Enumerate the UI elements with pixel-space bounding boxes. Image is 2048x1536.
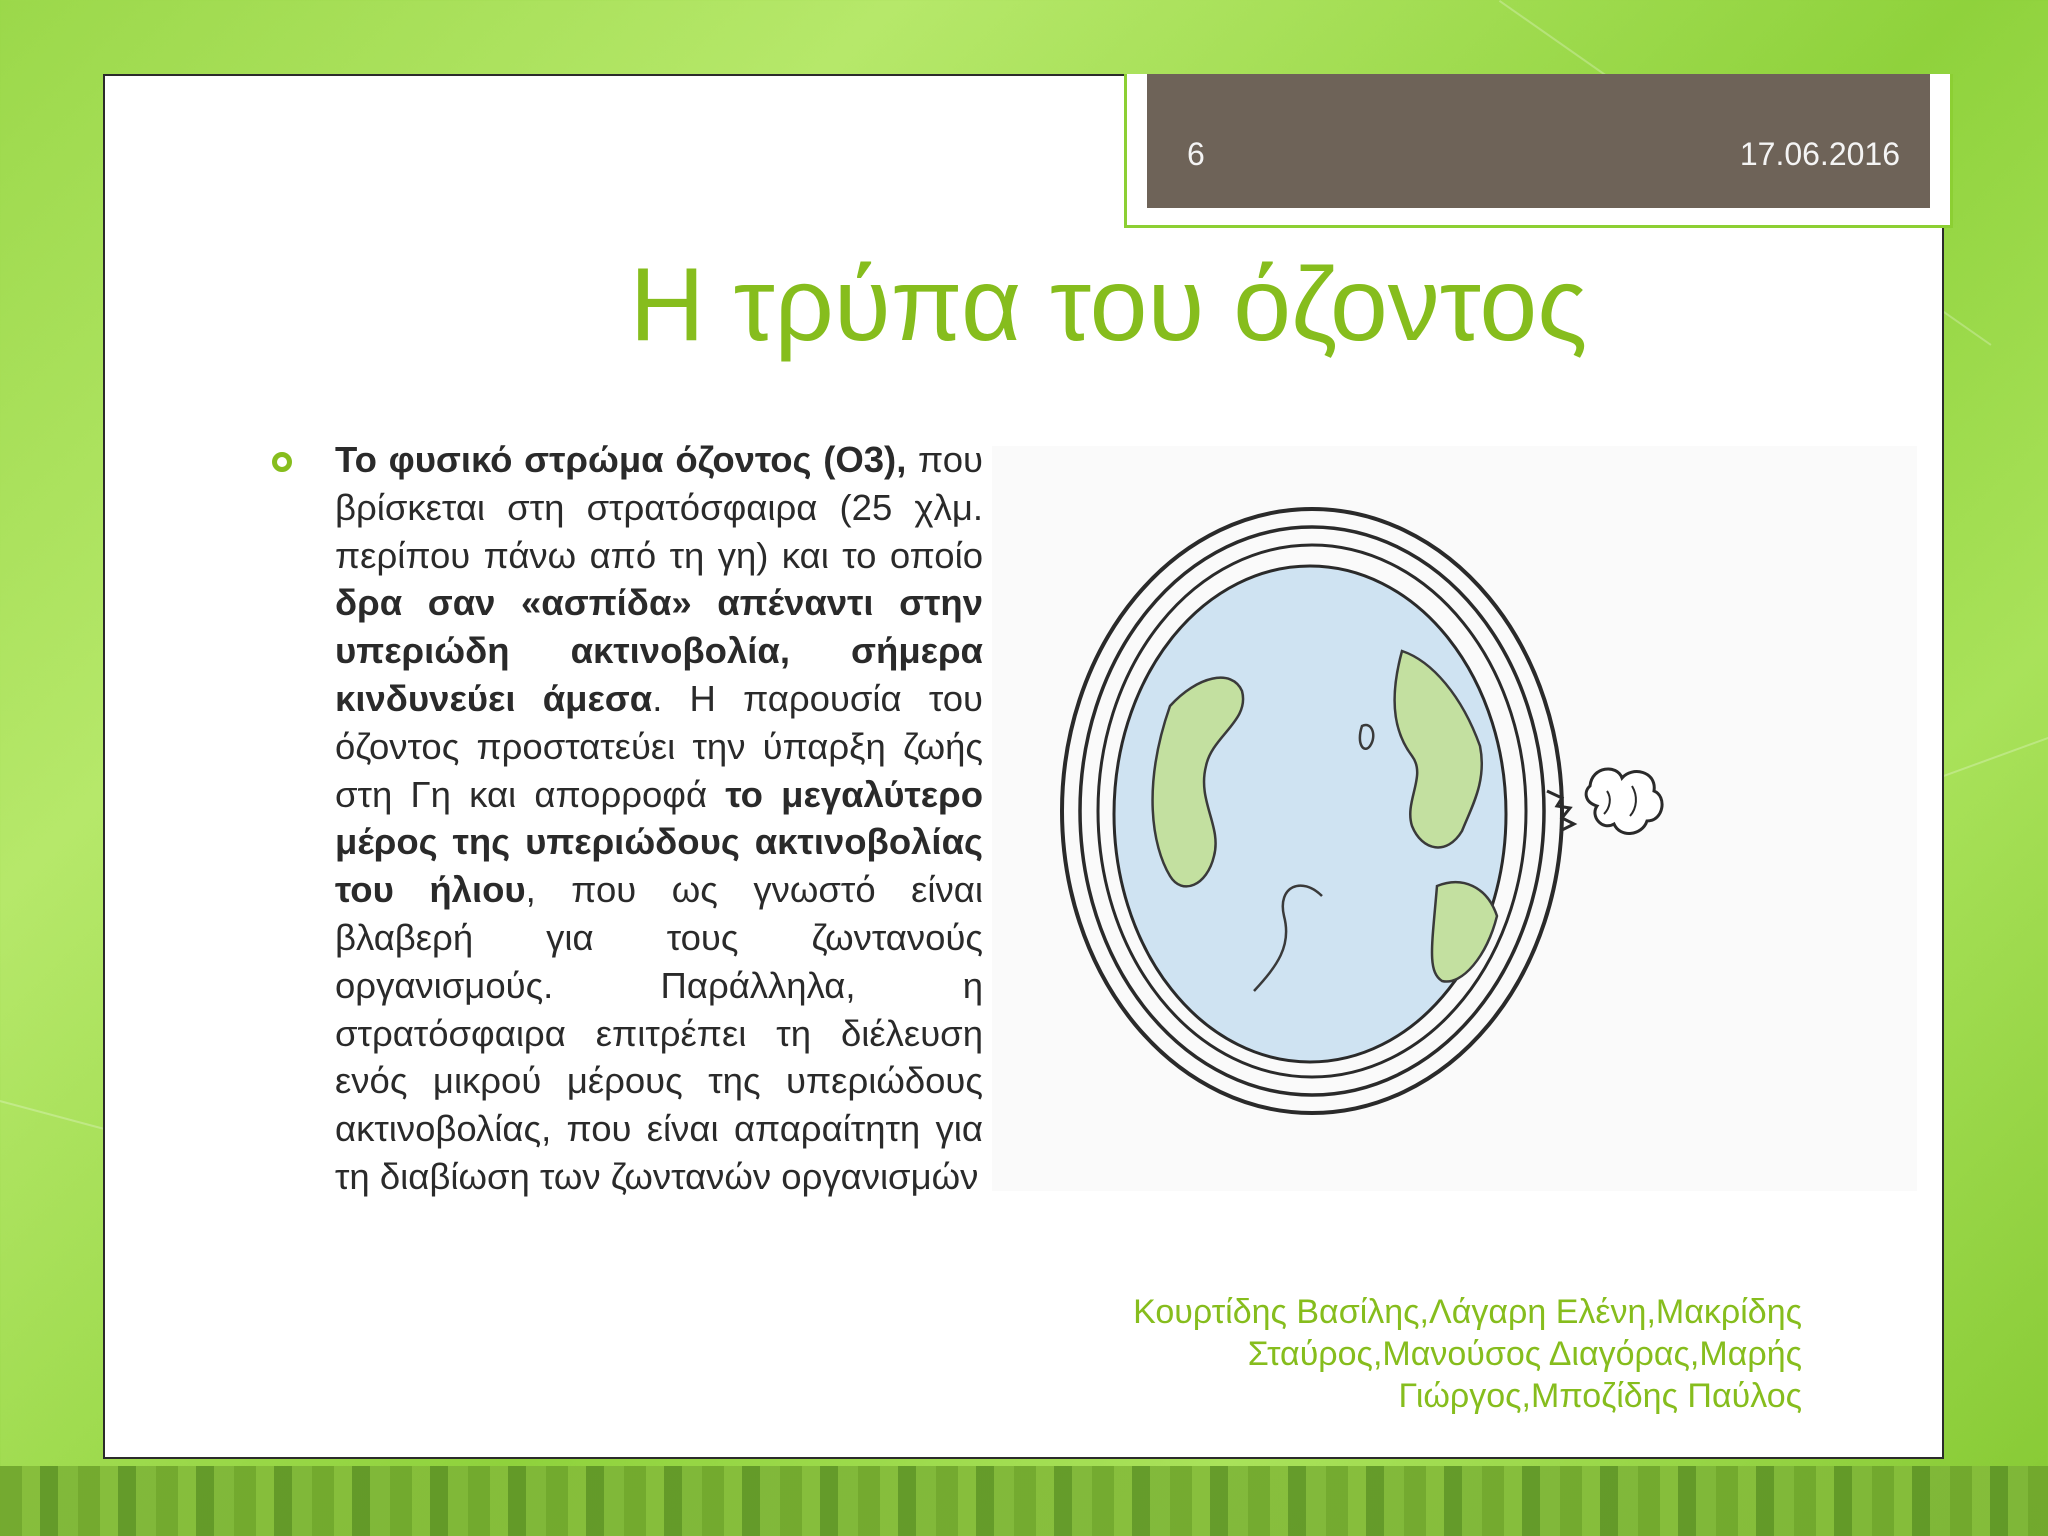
text-normal: που βρίσκεται στη στρατόσφαιρα (25 χλμ. περίπου πάνω από τη γη) και το οποίο	[335, 439, 983, 576]
bullet-circle-icon	[272, 452, 292, 472]
body-paragraph	[335, 436, 983, 1201]
slide	[103, 74, 1944, 1459]
header-box	[1124, 74, 1953, 228]
background-stripes	[0, 1466, 2048, 1536]
text-bold: Το φυσικό στρώμα όζοντος (Ο3),	[335, 439, 907, 480]
slide-title: Η τρύπα του όζοντος	[629, 247, 1588, 363]
header-bar	[1147, 74, 1930, 208]
page-number: 6	[1187, 136, 1205, 172]
text-normal: . Η παρουσία του όζοντος προστατεύει την ύπαρξη ζωής στη Γη και απορροφά	[335, 677, 983, 815]
authors-credits: Κουρτίδης Βασίλης,Λάγαρη Ελένη,Μακρίδης Σταύρος,Μανούσος Διαγόρας,Μαρής Γιώργος,Μποζίδης Παύλος	[1133, 1293, 1802, 1415]
smoke-cloud	[1586, 769, 1662, 833]
earth-ozone-illustration	[992, 446, 1917, 1191]
text-bold: το μεγαλύτερο μέρος της υπεριώδους ακτινοβολίας του ήλιου	[335, 773, 983, 911]
earth-ozone-drawing	[992, 446, 1917, 1191]
slide-date: 17.06.2016	[1739, 136, 1900, 172]
text-normal: , που ως γνωστό είναι βλαβερή για τους ζωντανούς οργανισμούς. Παράλληλα, η στρατόσφαιρα επιτρέπει τη διέλευση ενός μικρού μέρους της υπεριώδους ακτινοβολίας, που είναι απαραίτητη για τη διαβίωση των ζωντανών οργανισμών	[335, 869, 983, 1197]
text-bold: δρα σαν «ασπίδα» απέναντι στην υπεριώδη ακτινοβολία, σήμερα κινδυνεύει άμεσα	[335, 582, 983, 719]
